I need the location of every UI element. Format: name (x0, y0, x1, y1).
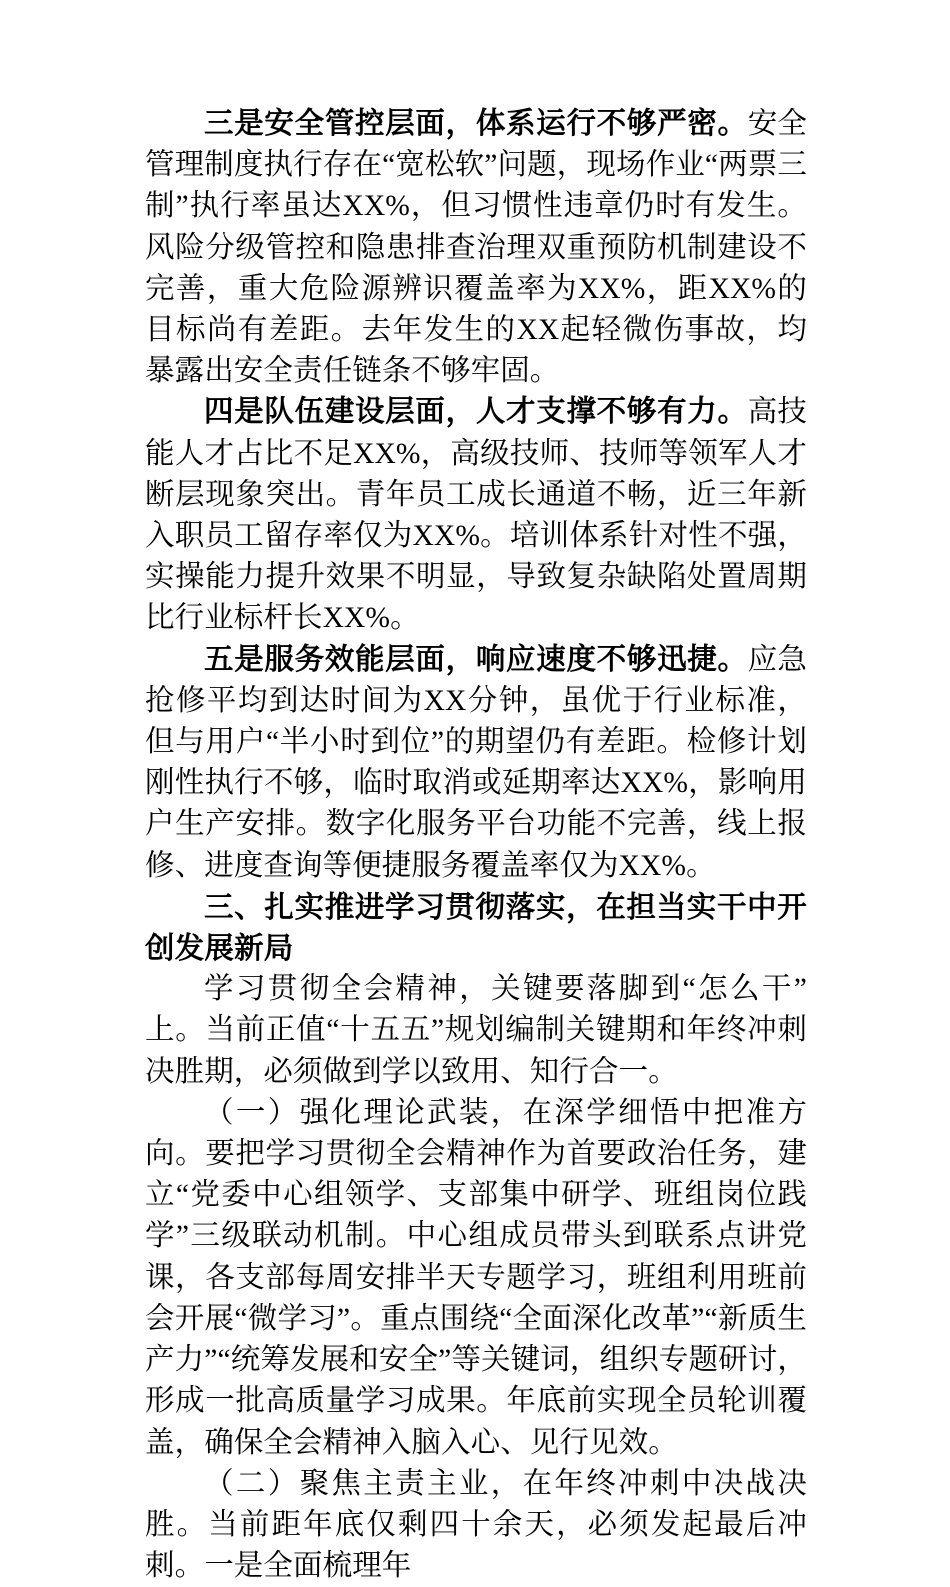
paragraph-team-building (145, 392, 807, 639)
paragraph-subsection-one (145, 1093, 807, 1464)
paragraph-text: 高技能人才占比不足XX%，高级技师、技师等领军人才断层现象突出。青年员工成长通道不畅，近三年新入职员工留存率仅为XX%。培训体系针对性不强，实操能力提升效果不明显，导致复杂缺陷处置周期比行业标杆长XX%。 (145, 396, 807, 635)
paragraph-safety-control (145, 104, 807, 392)
bold-lead-in-three: 三是安全管控层面，体系运行不够严密。 (204, 108, 748, 140)
paragraph-service-efficiency (145, 640, 807, 887)
paragraph-intro-implementation: 学习贯彻全会精神，关键要落脚到“怎么干”上。当前正值“十五五”规划编制关键期和年终冲刺决胜期，必须做到学以致用、知行合一。 (145, 973, 807, 1088)
bold-lead-in-five: 五是服务效能层面，响应速度不够迅捷。 (204, 643, 748, 676)
paragraph-text: 当前距年底仅剩四十余天，必须发起最后冲刺。一是全面梳理年 (145, 1508, 808, 1583)
paragraph-subsection-two (145, 1464, 807, 1587)
sub-lead-in-two: （二）聚焦主责主业，在年终冲刺中决战决胜。 (145, 1467, 807, 1541)
section-heading-three: 三、扎实推进学习贯彻落实，在担当实干中开创发展新局 (145, 890, 807, 966)
document-body (145, 104, 807, 1587)
paragraph-text: 安全管理制度执行存在“宽松软”问题，现场作业“两票三制”执行率虽达XX%，但习惯性违章仍时有发生。风险分级管控和隐患排查治理双重预防机制建设不完善，重大危险源辨识覆盖率为XX%，距XX%的目标尚有差距。去年发生的XX起轻微伤事故，均暴露出安全责任链条不够牢固。 (145, 108, 807, 388)
paragraph-text: 要把学习贯彻全会精神作为首要政治任务，建立“党委中心组领学、支部集中研学、班组岗位践学”三级联动机制。中心组成员带头到联系点讲党课，各支部每周安排半天专题学习，班组利用班前会开展“微学习”。重点围绕“全面深化改革”“新质生产力”“统筹发展和安全”等关键词，组织专题研讨，形成一批高质量学习成果。年底前实现全员轮训覆盖，确保全会精神入脑入心、见行见效。 (145, 1138, 807, 1459)
paragraph-text: 应急抢修平均到达时间为XX分钟，虽优于行业标准，但与用户“半小时到位”的期望仍有差距。检修计划刚性执行不够，临时取消或延期率达XX%，影响用户生产安排。数字化服务平台功能不完善，线上报修、进度查询等便捷服务覆盖率仅为XX%。 (145, 643, 807, 882)
bold-lead-in-four: 四是队伍建设层面，人才支撑不够有力。 (204, 396, 748, 429)
sub-lead-in-one: （一）强化理论武装，在深学细悟中把准方向。 (145, 1096, 807, 1171)
